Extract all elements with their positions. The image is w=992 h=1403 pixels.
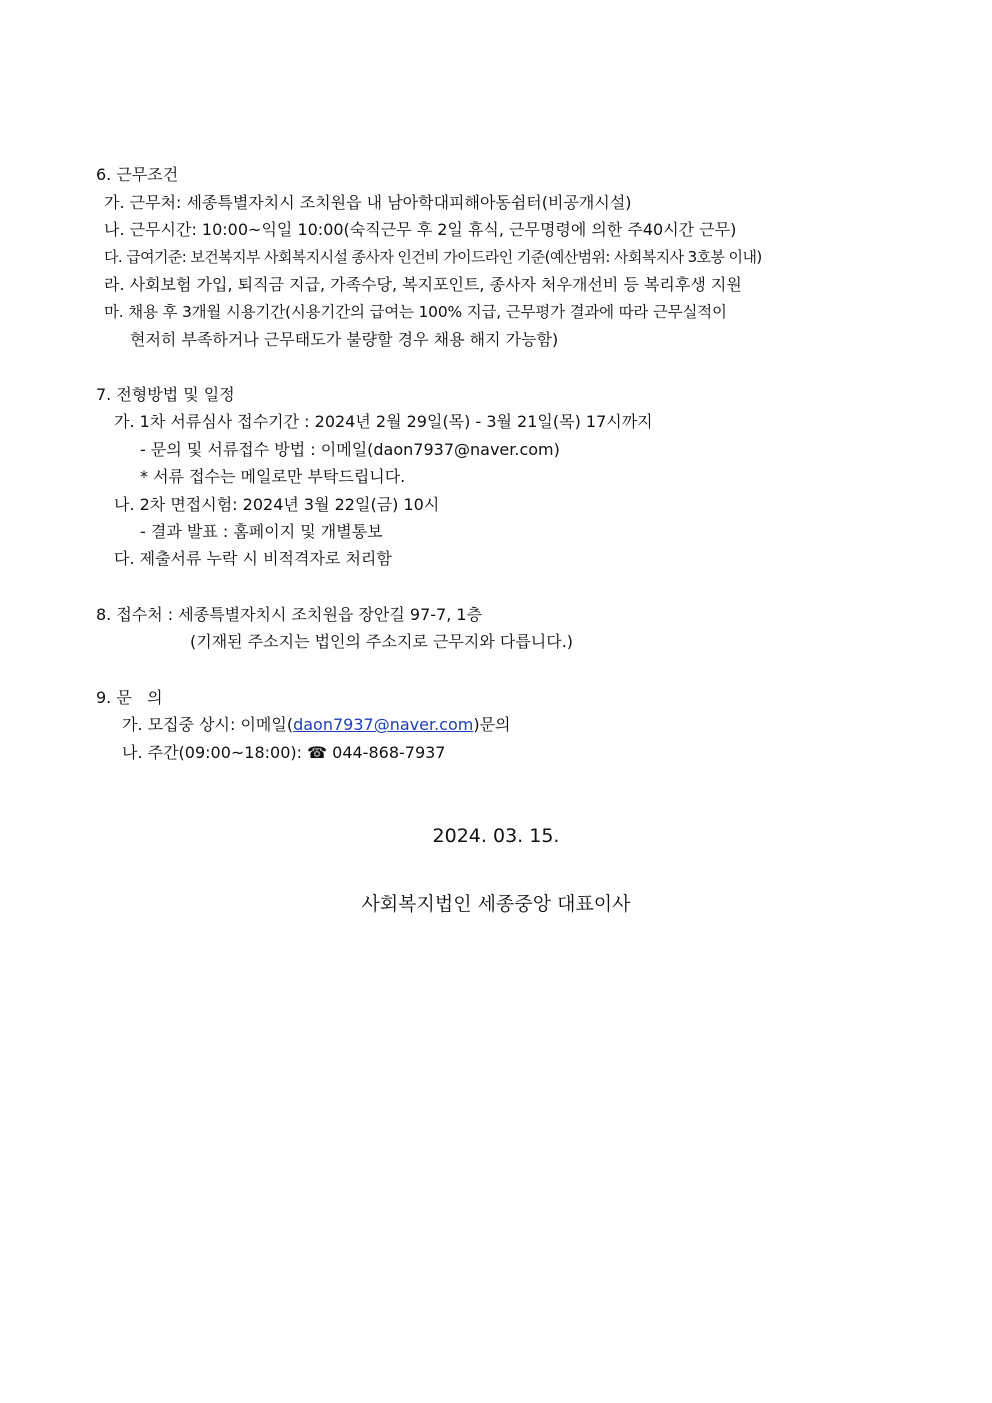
section-7-item-email-only: * 서류 접수는 메일로만 부탁드립니다. xyxy=(140,467,406,486)
section-6-item-probation-cont: 현저히 부족하거나 근무태도가 불량할 경우 채용 해지 가능함) xyxy=(130,330,559,349)
section-9-item-email xyxy=(122,715,510,735)
email-link[interactable]: daon7937@naver.com xyxy=(293,715,474,734)
section-7-item-document-period: 가. 1차 서류심사 접수기간 : 2024년 2월 29일(목) - 3월 21일(목) 17시까지 xyxy=(114,412,653,431)
section-9-heading: 9. 문 의 xyxy=(96,688,163,707)
section-6-item-benefits: 라. 사회보험 가입, 퇴직금 지급, 가족수당, 복지포인트, 종사자 처우개선비 등 복리후생 지원 xyxy=(104,275,742,294)
section-7-item-results: - 결과 발표 : 홈페이지 및 개별통보 xyxy=(140,522,383,541)
section-9-email-suffix: )문의 xyxy=(473,715,511,734)
section-6-item-hours: 나. 근무시간: 10:00~익일 10:00(숙직근무 후 2일 휴식, 근무명령에 의한 주40시간 근무) xyxy=(104,220,737,239)
section-7-item-interview: 나. 2차 면접시험: 2024년 3월 22일(금) 10시 xyxy=(114,495,440,514)
section-8-note: (기재된 주소지는 법인의 주소지로 근무지와 다릅니다.) xyxy=(190,632,574,651)
section-7-heading: 7. 전형방법 및 일정 xyxy=(96,385,235,404)
section-6-heading: 6. 근무조건 xyxy=(96,165,179,184)
signature: 사회복지법인 세종중앙 대표이사 xyxy=(361,893,631,915)
section-6-item-workplace: 가. 근무처: 세종특별자치시 조치원읍 내 남아학대피해아동쉼터(비공개시설) xyxy=(104,193,632,212)
section-8-heading: 8. 접수처 : 세종특별자치시 조치원읍 장안길 97-7, 1층 xyxy=(96,605,483,624)
section-7-item-inquiry-method: - 문의 및 서류접수 방법 : 이메일(daon7937@naver.com) xyxy=(140,440,560,459)
section-6-item-salary: 다. 급여기준: 보건복지부 사회복지시설 종사자 인건비 가이드라인 기준(예산범위: 사회복지사 3호봉 이내) xyxy=(104,248,762,266)
section-9-item-phone: 나. 주간(09:00~18:00): ☎ 044-868-7937 xyxy=(122,743,446,762)
section-6-item-probation: 마. 채용 후 3개월 시용기간(시용기간의 급여는 100% 지급, 근무평가 결과에 따라 근무실적이 xyxy=(104,303,727,321)
section-9-email-prefix: 가. 모집중 상시: 이메일( xyxy=(122,715,294,734)
document-date: 2024. 03. 15. xyxy=(432,825,560,847)
section-7-item-missing-docs: 다. 제출서류 누락 시 비적격자로 처리함 xyxy=(114,549,392,568)
